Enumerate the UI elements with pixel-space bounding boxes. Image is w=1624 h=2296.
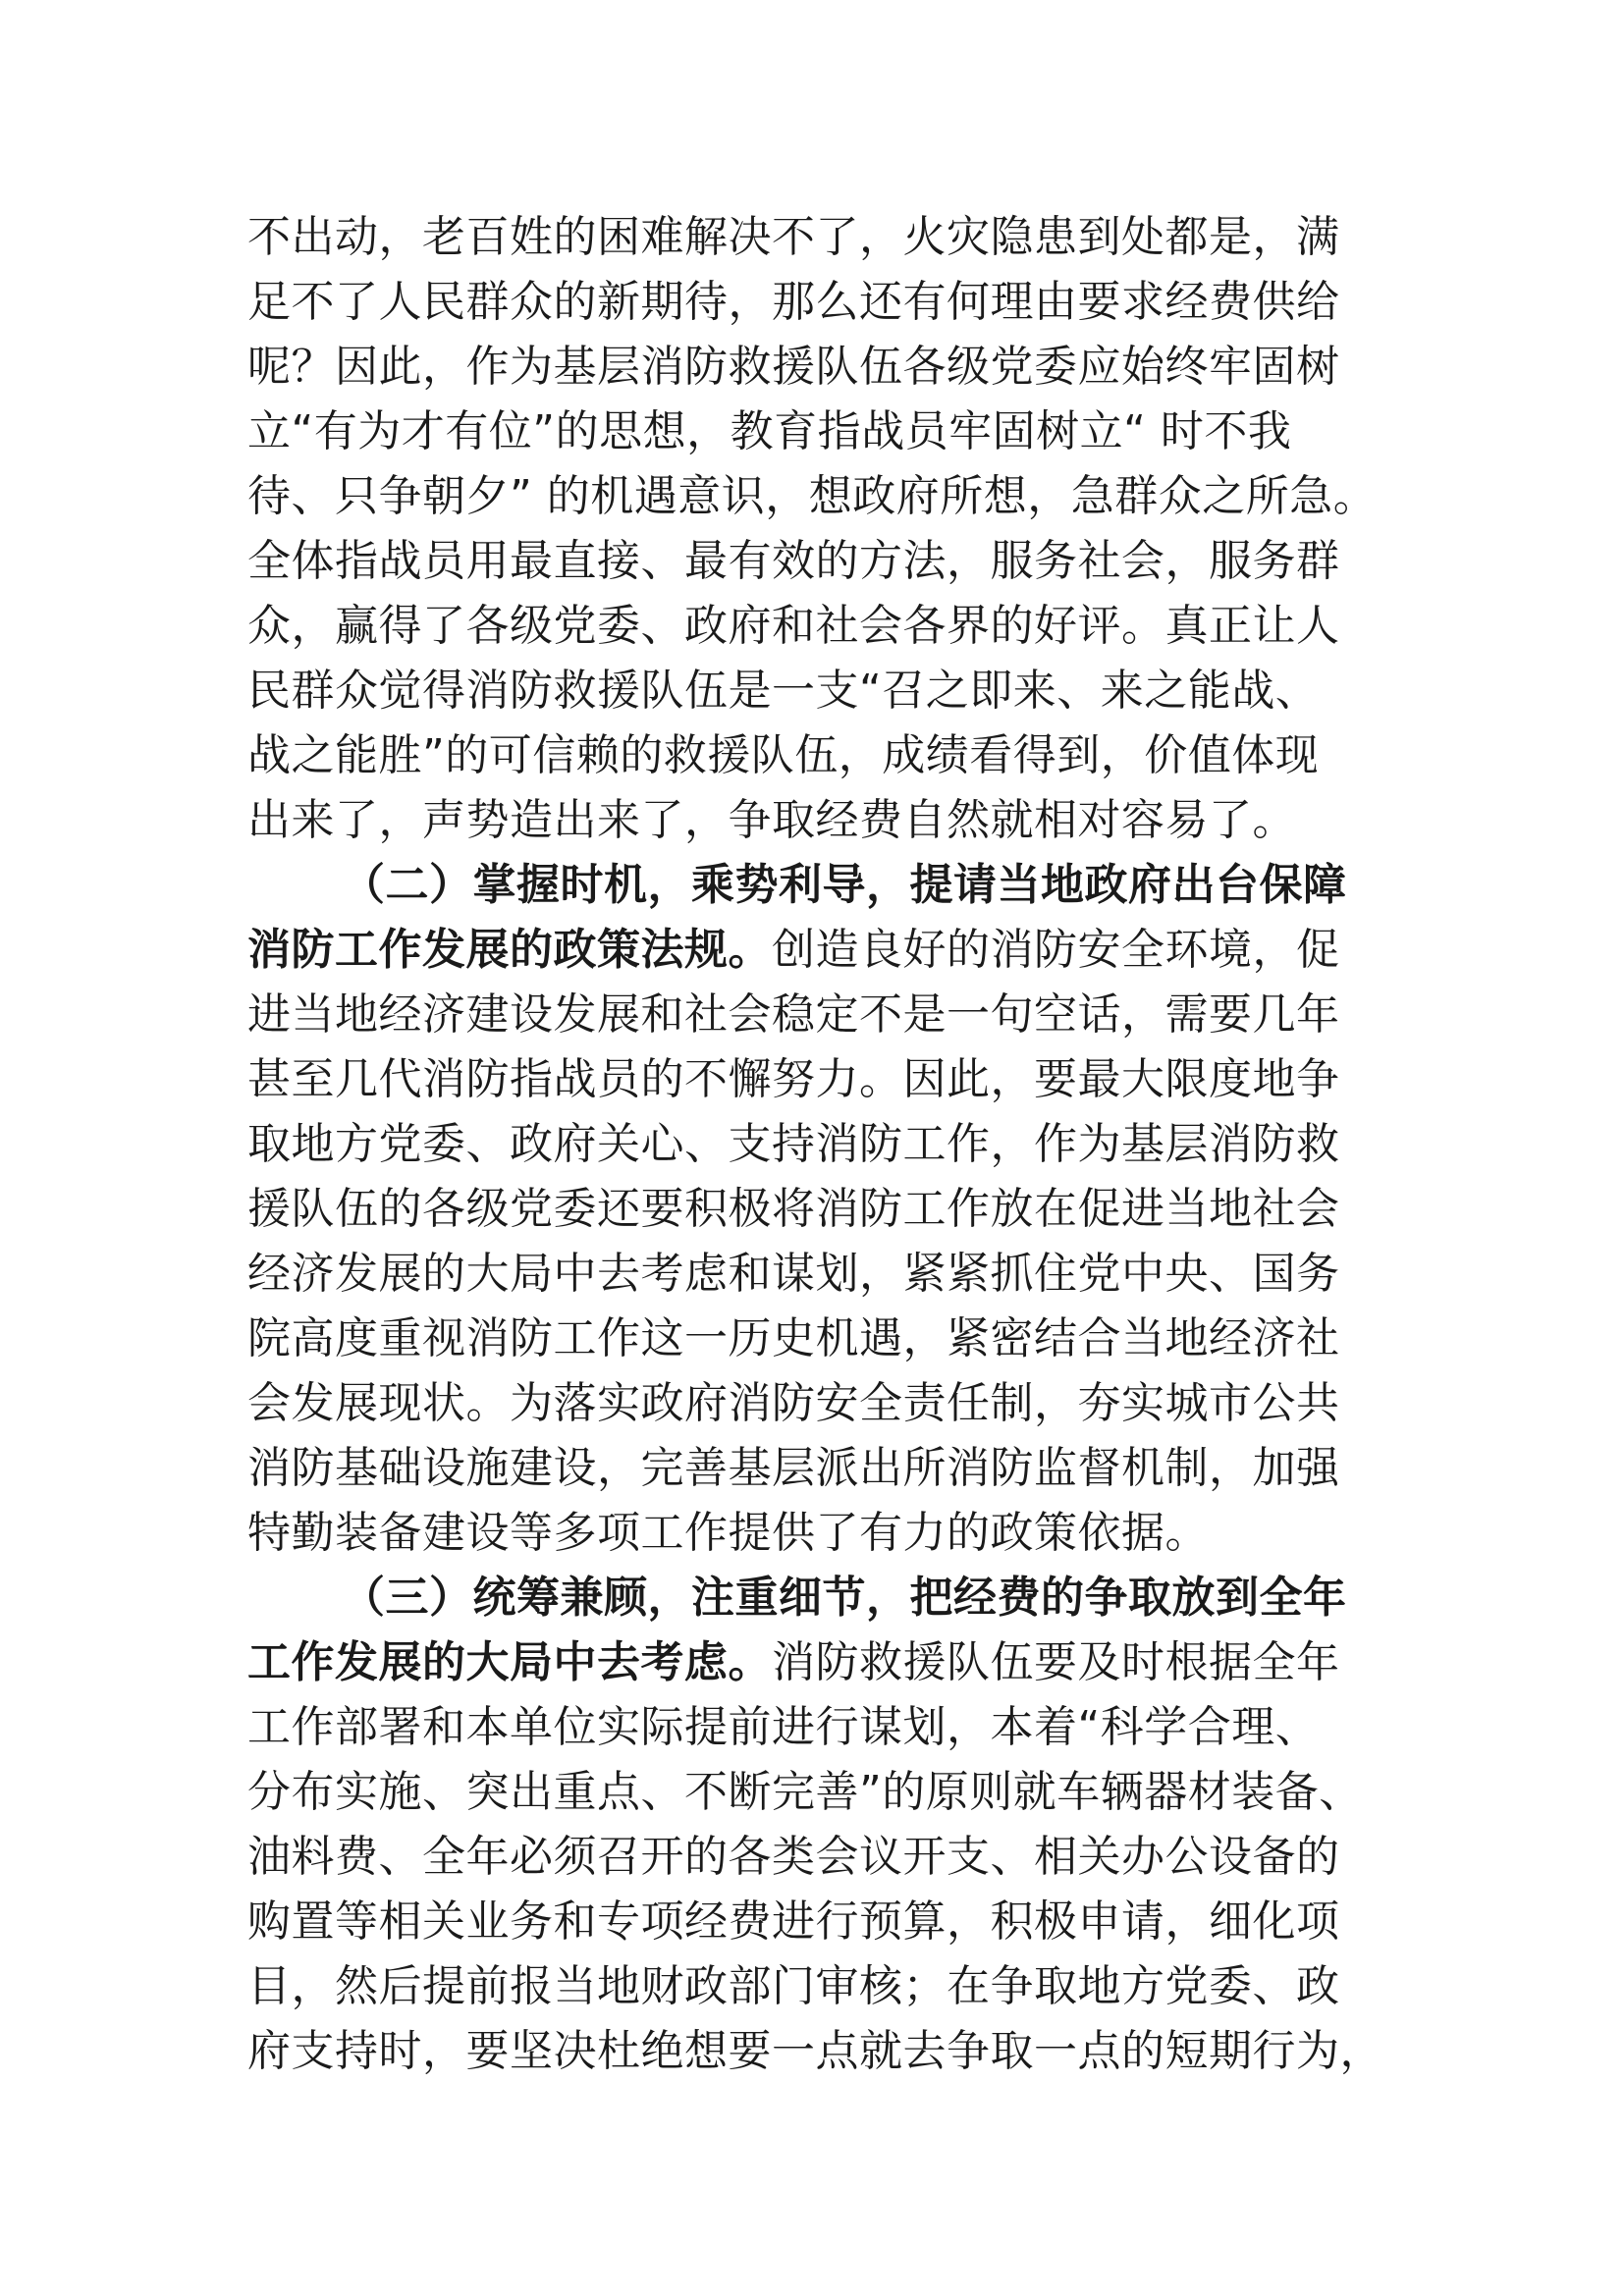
text-line: 出来了，声势造出来了，争取经费自然就相对容易了。 [247, 795, 1296, 845]
text-line: 甚至几代消防指战员的不懈努力。因此，要最大限度地争 [247, 1054, 1340, 1104]
document-body [247, 205, 1383, 2084]
text-line: 全体指战员用最直接、最有效的方法，服务社会，服务群 [247, 536, 1340, 586]
section-heading-2: （二）掌握时机，乘势利导，提请当地政府出台保障 [342, 860, 1347, 910]
text-line: 经济发展的大局中去考虑和谋划，紧紧抓住党中央、国务 [247, 1249, 1340, 1299]
text-line: 目，然后提前报当地财政部门审核；在争取地方党委、政 [247, 1961, 1340, 2011]
text-line: 战之能胜”的可信赖的救援队伍，成绩看得到，价值体现 [247, 730, 1320, 780]
text-line: 油料费、全年必须召开的各类会议开支、相关办公设备的 [247, 1832, 1340, 1882]
text-span: 消防救援队伍要及时根据全年 [772, 1637, 1340, 1687]
text-line: 援队伍的各级党委还要积极将消防工作放在促进当地社会 [247, 1184, 1340, 1234]
text-line: 待、只争朝夕” 的机遇意识，想政府所想，急群众之所急。 [247, 471, 1378, 521]
text-line: 会发展现状。为落实政府消防安全责任制，夯实城市公共 [247, 1378, 1340, 1428]
text-line: 府支持时，要坚决杜绝想要一点就去争取一点的短期行为， [247, 2026, 1383, 2076]
section-heading-3-continued: 工作发展的大局中去考虑。 [247, 1637, 772, 1687]
text-span: 创造良好的消防安全环境，促 [772, 925, 1340, 975]
text-line: 足不了人民群众的新期待，那么还有何理由要求经费供给 [247, 277, 1340, 327]
text-line [247, 918, 1377, 983]
text-line [247, 1630, 1377, 1695]
text-line: 不出动，老百姓的困难解决不了，火灾隐患到处都是，满 [247, 212, 1340, 262]
section-heading-2-continued: 消防工作发展的政策法规。 [247, 925, 772, 975]
text-line: 分布实施、突出重点、不断完善”的原则就车辆器材装备、 [247, 1767, 1363, 1817]
text-line: 消防基础设施建设，完善基层派出所消防监督机制，加强 [247, 1443, 1340, 1493]
text-line: 众，赢得了各级党委、政府和社会各界的好评。真正让人 [247, 601, 1340, 651]
text-line: 购置等相关业务和专项经费进行预算，积极申请，细化项 [247, 1896, 1340, 1947]
text-line: 进当地经济建设发展和社会稳定不是一句空话，需要几年 [247, 989, 1340, 1040]
text-line: 院高度重视消防工作这一历史机遇，紧密结合当地经济社 [247, 1313, 1340, 1363]
text-line: 立“有为才有位”的思想，教育指战员牢固树立“ 时不我 [247, 406, 1292, 456]
text-line: 民群众觉得消防救援队伍是一支“召之即来、来之能战、 [247, 666, 1320, 716]
text-line: 工作部署和本单位实际提前进行谋划，本着“科学合理、 [247, 1702, 1320, 1752]
text-line: 呢？因此，作为基层消防救援队伍各级党委应始终牢固树 [247, 342, 1340, 392]
text-line: 特勤装备建设等多项工作提供了有力的政策依据。 [247, 1508, 1209, 1558]
text-line: 取地方党委、政府关心、支持消防工作，作为基层消防救 [247, 1119, 1340, 1169]
section-heading-3: （三）统筹兼顾，注重细节，把经费的争取放到全年 [342, 1573, 1347, 1623]
